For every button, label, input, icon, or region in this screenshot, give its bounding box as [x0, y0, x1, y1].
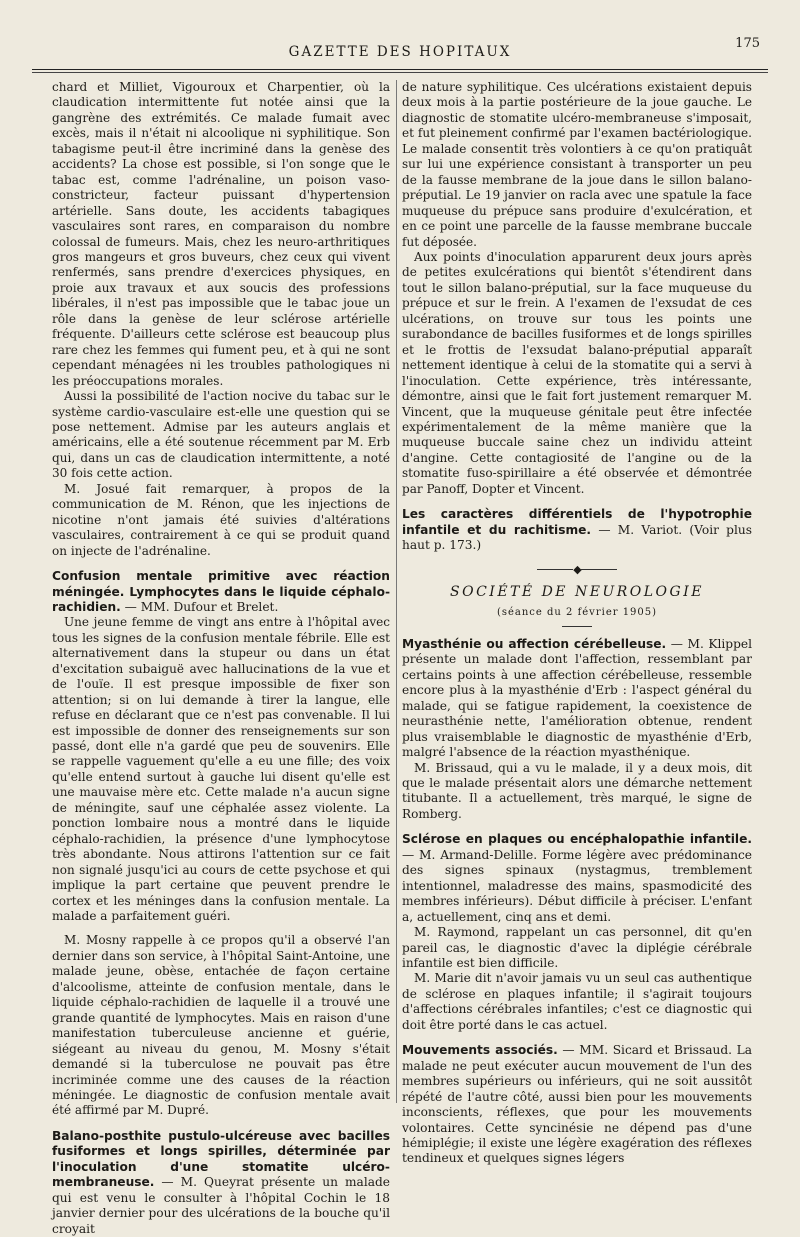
communication-heading	[402, 507, 752, 553]
communication-heading	[402, 832, 752, 925]
communication-heading	[402, 1043, 752, 1167]
paragraph: M. Marie dit n'avoir jamais vu un seul cas authentique de sclérose en plaques infantile; il s'agirait toujours d'affections cérébrales infantiles; c'est ce diagnostic qui doit être porté dans le cas actuel.	[402, 971, 752, 1032]
heading-body: — M. Queyrat présente un malade qui est venu le consulter à l'hôpital Cochin le 18 janvier dernier pour des ulcérations de la bouche qu'il croyait	[52, 1175, 390, 1236]
section-subtitle: (séance du 2 février 1905)	[496, 606, 658, 618]
heading-text: Les caractères différentiels de l'hypotrophie infantile et du rachitisme.	[402, 507, 752, 537]
header-rule-thin	[32, 72, 768, 73]
short-divider	[562, 626, 592, 627]
paragraph: Une jeune femme de vingt ans entre à l'hôpital avec tous les signes de la confusion mentale fébrile. Elle est alternativement dans la stupeur ou dans un état d'excitation subaiguë avec hallucinations de la vue et de l'ouïe. Il est presque impossible de fixer son attention; si on lui demande à tirer la langue, elle refuse en déclarant que ce n'est pas convenable. Il lui est impossible de donner des renseignements sur son passé, dont elle n'a gardé que peu de souvenirs. Elle se rappelle vaguement qu'elle a eu une fille; des voix qu'elle entend surtout à gauche lui disent qu'elle est une mauvaise mère etc. Cette malade n'a aucun signe de méningite, sauf une céphalée assez violente. La ponction lombaire nous a montré dans le liquide céphalo-rachidien, la présence d'une lymphocytose très abondante. Nous attirons l'attention sur ce fait non signalé jusqu'ici au cours de cette psychose et qui implique la part certaine que peuvent prendre le cortex et les méninges dans la confusion mentale. La malade a parfaitement guéri.	[52, 615, 390, 924]
ornamental-divider: ◆	[402, 562, 752, 577]
section-title: SOCIÉTÉ DE NEUROLOGIE	[450, 584, 704, 601]
paragraph: Aux points d'inoculation apparurent deux jours après de petites exulcérations qui bientôt s'étendirent dans tout le sillon balano-préputial, sur la face muqueuse du prépuce et sur le frein. A l'examen de l'exsudat de ces ulcérations, on trouve sur tous les points une surabondance de bacilles fusiformes et de longs spirilles et le frottis de l'exsudat balano-préputial apparaît nettement identique à celui de la stomatite qui a servi à l'inoculation. Cette expérience, très intéressante, démontre, ainsi que le fait fort justement remarquer M. Vincent, que la muqueuse génitale peut être infectée expérimentalement de la même manière que la muqueuse buccale saine chez un individu atteint d'angine. Cette contagiosité de l'angine ou de la stomatite fuso-spirillaire a été observée et démontrée par Panoff, Dopter et Vincent.	[402, 249, 752, 496]
communication-heading	[402, 637, 752, 761]
heading-authors: — MM. Dufour et Brelet.	[120, 599, 279, 614]
paragraph: chard et Milliet, Vigouroux et Charpentier, où la claudication intermittente fut notée ainsi que la gangrène des extrémités. Ce malade fumait avec excès, mais il n'était ni alcoolique ni syphilitique. Son tabagisme peut-il être incriminé dans la genèse des accidents? La chose est possible, si l'on songe que le tabac est, comme l'adrénaline, un poison vaso-constricteur, facteur puissant d'hypertension artérielle. Sans doute, les accidents tabagiques vasculaires sont rares, en comparaison du nombre colossal de fumeurs. Mais, chez les neuro-arthritiques gros mangeurs et gros buveurs, chez ceux qui vivent renfermés, sans prendre d'exercices physiques, en proie aux travaux et aux soucis des professions libérales, il n'est pas impossible que le tabac joue un rôle dans la genèse de leur sclérose artérielle fréquente. D'ailleurs cette sclérose est beaucoup plus rare chez les femmes qui fument peu, et à qui ne sont cependant ménagées ni les troubles pathologiques ni les préoccupations morales.	[52, 80, 390, 388]
running-title: GAZETTE DES HOPITAUX	[288, 44, 512, 60]
heading-text: Mouvements associés.	[402, 1043, 558, 1058]
paragraph: M. Mosny rappelle à ce propos qu'il a observé l'an dernier dans son service, à l'hôpital Saint-Antoine, une malade jeune, obèse, entachée de façon certaine d'alcoolisme, atteinte de confusion mentale, dans le liquide céphalo-rachidien de laquelle il a trouvé une grande quantité de lymphocytes. Mais en raison d'une manifestation tuberculeuse ancienne et guérie, siégeant au niveau du genou, M. Mosny s'était demandé si la tuberculose ne pouvait pas être incriminée comme une des causes de la réaction méningée. Le diagnostic de confusion mentale avait été affirmé par M. Dupré.	[52, 933, 390, 1118]
paragraph: Aussi la possibilité de l'action nocive du tabac sur le système cardio-vasculaire est-elle une question qui se pose nettement. Admise par les auteurs anglais et américains, elle a été soutenue récemment par M. Erb qui, dans un cas de claudication intermittente, a noté 30 fois cette action.	[52, 389, 390, 481]
column-separator	[396, 80, 397, 1103]
communication-heading	[52, 569, 390, 615]
heading-body: — MM. Sicard et Brissaud. La malade ne peut exécuter aucun mouvement de l'un des membres supérieurs ou inférieurs, qui ne soit aussitôt répété de l'autre côté, aussi bien pour les mouvements inconscients, réflexes, que pour les mouvements volontaires. Cette syncinésie ne dépend pas d'une hémiplégie; il existe une légère exagération des réflexes tendineux et quelques signes légers	[402, 1043, 753, 1166]
heading-body: — M. Klippel présente un malade dont l'affection, ressemblant par certains points à une affection cérébelleuse, ressemble encore plus à la myasthénie d'Erb : l'aspect général du malade, qui se fatigue rapidement, la coexistence de neurasthénie nette, l'amélioration obtenue, rendent plus vraisemblable le diagnostic de myasthénie d'Erb, malgré l'absence de la réaction myasthénique.	[402, 636, 752, 760]
communication-heading	[52, 1129, 390, 1237]
right-column	[402, 80, 752, 1167]
heading-text: Confusion mentale primitive avec réaction méningée. Lymphocytes dans le liquide céphalo-rachidien.	[52, 569, 390, 614]
page-header	[28, 30, 772, 66]
heading-authors: — M. Variot. (Voir plus haut p. 173.)	[402, 522, 752, 553]
paragraph: M. Josué fait remarquer, à propos de la communication de M. Rénon, que les injections de nicotine n'ont jamais été suivies d'altérations vasculaires, contrairement à ce qui se produit quand on injecte de l'adrénaline.	[52, 481, 390, 558]
header-rule	[32, 69, 768, 70]
page-number: 175	[735, 36, 760, 51]
left-column	[52, 80, 390, 1237]
paragraph: de nature syphilitique. Ces ulcérations existaient depuis deux mois à la partie postérieure de la joue gauche. Le diagnostic de stomatite ulcéro-membraneuse s'imposait, et fut pleinement confirmé par l'examen bactériologique. Le malade consentit très volontiers à ce qu'on pratiquât sur lui une expérience consistant à transporter un peu de la fausse membrane de la joue dans le sillon balano-préputial. Le 19 janvier on racla avec une spatule la face muqueuse du prépuce sans produire d'exulcération, et en ce point une parcelle de la fausse membrane buccale fut déposée.	[402, 80, 752, 249]
paragraph: M. Raymond, rappelant un cas personnel, dit qu'en pareil cas, le diagnostic d'avec la diplégie cérébrale infantile est bien difficile.	[402, 925, 752, 971]
heading-text: Balano-posthite pustulo-ulcéreuse avec bacilles fusiformes et longs spirilles, déterminée par l'inoculation d'une stomatite ulcéro-membraneuse.	[52, 1128, 390, 1190]
paragraph: M. Brissaud, qui a vu le malade, il y a deux mois, dit que le malade présentait alors une démarche nettement titubante. Il a actuellement, très marqué, le signe de Romberg.	[402, 760, 752, 821]
heading-text: Myasthénie ou affection cérébelleuse.	[402, 636, 667, 651]
heading-body: — M. Armand-Delille. Forme légère avec prédominance des signes spinaux (nystagmus, tremblement intentionnel, maladresse des mains, spasmodicité des membres inférieurs). Début difficile à préciser. L'enfant a, actuellement, cinq ans et demi.	[402, 847, 752, 924]
heading-text: Sclérose en plaques ou encéphalopathie infantile.	[402, 832, 752, 847]
